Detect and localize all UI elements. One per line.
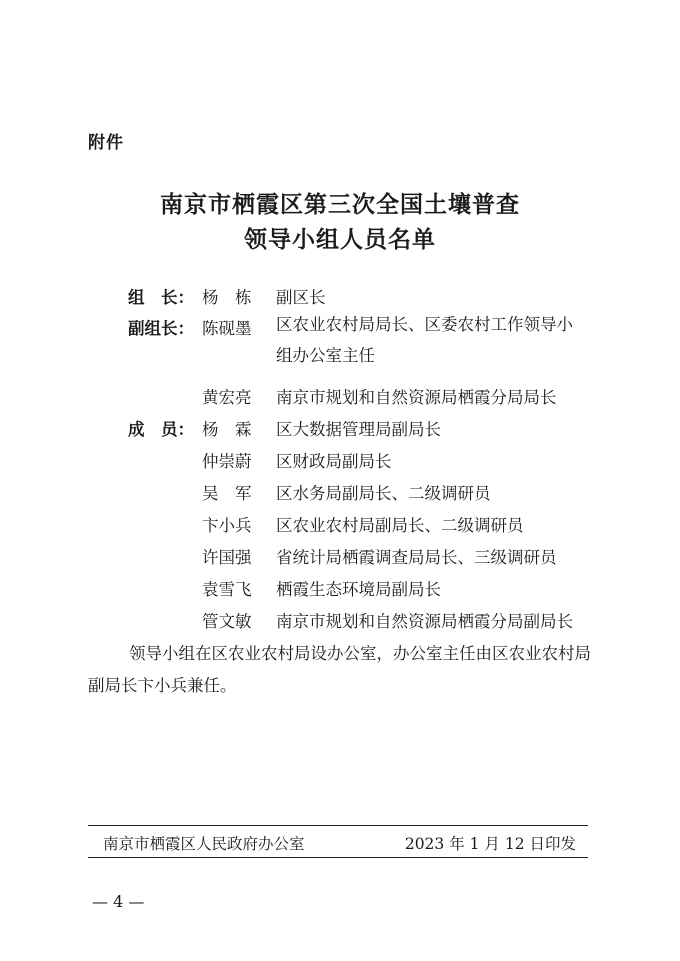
issue-date: 2023 年 1 月 12 日印发 — [404, 835, 576, 853]
member-duty: 南京市规划和自然资源局栖霞分局副局长 — [276, 612, 573, 631]
member-name: 许国强 — [202, 548, 252, 567]
roster-row-member-1 — [0, 416, 680, 446]
role-label: 成 员： — [128, 420, 194, 439]
member-duty: 南京市规划和自然资源局栖霞分局局长 — [276, 388, 557, 407]
document-title-line1: 南京市栖霞区第三次全国土壤普查 — [160, 191, 520, 218]
member-duty: 副区长 — [276, 288, 326, 307]
document-title-line2: 领导小组人员名单 — [244, 226, 436, 253]
member-name: 袁雪飞 — [202, 580, 252, 599]
member-duty: 区农业农村局局长、区委农村工作领导小组办公室主任 — [276, 315, 573, 365]
member-duty: 区水务局副局长、二级调研员 — [276, 484, 491, 503]
roster-row-member-6 — [0, 576, 680, 606]
member-name: 黄宏亮 — [202, 388, 252, 407]
roster-row-member-7 — [0, 608, 680, 638]
member-name: 杨 栋 — [202, 288, 252, 307]
attachment-label: 附件 — [88, 133, 124, 153]
roster-row-member-3 — [0, 480, 680, 510]
roster-row-member-4 — [0, 512, 680, 542]
issuer: 南京市栖霞区人民政府办公室 — [103, 835, 305, 853]
office-note: 领导小组在区农业农村局设办公室，办公室主任由区农业农村局副局长卞小兵兼任。 — [88, 644, 591, 695]
member-name: 吴 军 — [202, 484, 252, 503]
roster-row-member-5 — [0, 544, 680, 574]
member-name: 管文敏 — [202, 612, 252, 631]
page-number: — 4 — — [92, 892, 145, 911]
member-name: 仲崇蔚 — [202, 452, 252, 471]
role-label: 副组长： — [128, 319, 194, 338]
member-duty: 栖霞生态环境局副局长 — [276, 580, 441, 599]
member-name: 卞小兵 — [202, 516, 252, 535]
member-duty: 区财政局副局长 — [276, 452, 392, 471]
member-duty: 区农业农村局副局长、二级调研员 — [276, 516, 524, 535]
roster-row-member-2 — [0, 448, 680, 478]
member-duty: 区大数据管理局副局长 — [276, 420, 441, 439]
roster-row-deputy-2 — [0, 384, 680, 414]
member-name: 陈砚墨 — [202, 319, 252, 338]
roster-row-deputy-1 — [0, 315, 680, 377]
footer-rule-bottom — [88, 857, 588, 858]
footer-rule-top — [88, 825, 588, 826]
member-duty: 省统计局栖霞调查局局长、三级调研员 — [276, 548, 557, 567]
member-name: 杨 霖 — [202, 420, 252, 439]
role-label: 组 长： — [128, 288, 194, 307]
